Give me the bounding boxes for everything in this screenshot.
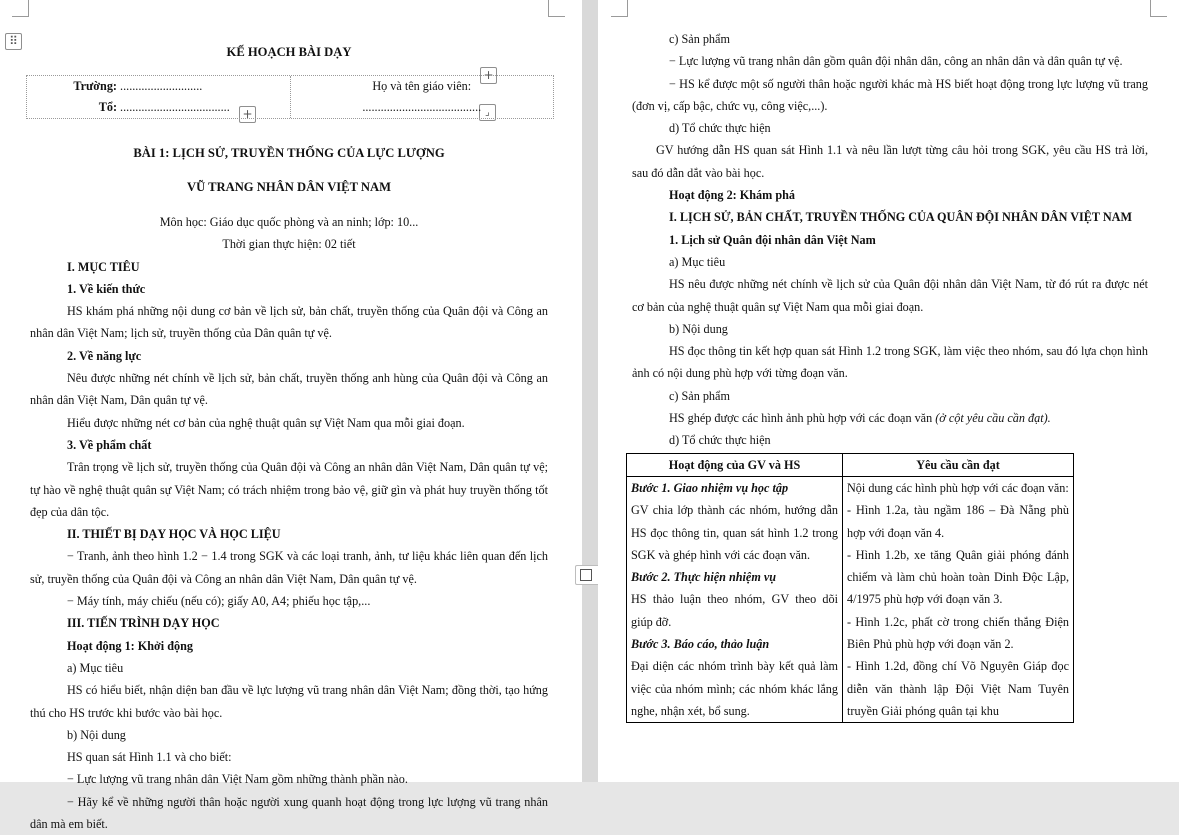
info-cell-teacher[interactable] [290, 76, 554, 118]
table-header-requirements[interactable]: Yêu cầu cần đạt [843, 453, 1074, 476]
paragraph: HS nêu được những nét chính về lịch sử của Quân đội nhân dân Việt Nam, từ đó rút ra được nét cơ bản của nghệ thuật quân sự Việt Nam qua mỗi giai đoạn. [632, 277, 1148, 314]
teacher-value: ....................................... [362, 100, 482, 115]
subsection-heading: 3. Về phẩm chất [67, 437, 152, 452]
item-label: c) Sản phẩm [669, 32, 730, 46]
teacher-label: Họ và tên giáo viên: [372, 79, 472, 94]
paragraph: Trân trọng về lịch sử, truyền thống của Quân đội và Công an nhân dân Việt Nam, Dân quân tự vệ; tự hào về nghệ thuật quân sự Việt Nam; có trách nhiệm trong bảo vệ, giữ gìn và phát huy truyền thống tốt đẹp của dân tộc. [30, 460, 548, 519]
section-heading: II. THIẾT BỊ DẠY HỌC VÀ HỌC LIỆU [67, 527, 281, 542]
crop-mark [1150, 0, 1167, 17]
step-heading: Bước 1. Giao nhiệm vụ học tập [631, 480, 789, 495]
activity-heading: Hoạt động 2: Khám phá [669, 188, 795, 203]
item-label: a) Mục tiêu [669, 254, 726, 269]
paragraph: − Hãy kể về những người thân hoặc người xung quanh hoạt động trong lực lượng vũ trang nhân dân mà em biết. [30, 794, 548, 831]
step-text: HS thảo luận theo nhóm, GV theo dõi giúp đỡ. [631, 592, 838, 629]
product-text: HS ghép được các hình ảnh phù hợp với các đoạn văn [669, 411, 933, 426]
paragraph: − Lực lượng vũ trang nhân dân Việt Nam gồm những thành phần nào. [67, 772, 408, 787]
table-cell-activities[interactable] [627, 476, 843, 722]
item-label: d) Tổ chức thực hiện [669, 121, 771, 136]
page-gap [582, 0, 598, 782]
school-value: ........................... [120, 79, 203, 94]
paragraph: HS có hiểu biết, nhận diện ban đầu về lực lượng vũ trang nhân dân Việt Nam; đồng thời, tạo hứng thú cho HS trước khi bước vào bài học. [30, 683, 548, 720]
requirement-text: Nội dung các hình phù hợp với các đoạn văn: [847, 480, 1069, 495]
section-heading: III. TIẾN TRÌNH DẠY HỌC [67, 616, 220, 631]
item-label: c) Sản phẩm [669, 388, 730, 403]
requirement-text: - Hình 1.2d, đồng chí Võ Nguyên Giáp đọc diễn văn thành lập Đội Việt Nam Tuyên truyền Giải phóng quân tại khu [847, 659, 1069, 718]
step-text: Đại diện các nhóm trình bày kết quả làm việc của nhóm mình; các nhóm khác lắng nghe, nhận xét, bổ sung. [631, 659, 838, 718]
subsection-heading: 1. Về kiến thức [67, 281, 146, 296]
info-cell-school[interactable] [27, 76, 290, 118]
school-label: Trường: [73, 79, 117, 94]
step-heading: Bước 2. Thực hiện nhiệm vụ [631, 570, 777, 585]
doc-title: KẾ HOẠCH BÀI DẠY [226, 44, 352, 59]
paragraph: − Máy tính, máy chiếu (nếu có); giấy A0, A4; phiếu học tập,... [67, 594, 371, 609]
paragraph: GV hướng dẫn HS quan sát Hình 1.1 và nêu lần lượt từng câu hỏi trong SGK, yêu cầu HS trả lời, sau đó dẫn dắt vào bài học. [632, 143, 1148, 180]
step-text: GV chia lớp thành các nhóm, hướng dẫn HS đọc thông tin, quan sát hình 1.2 trong SGK và ghép hình với các đoạn văn. [631, 503, 838, 562]
requirement-text: - Hình 1.2a, tàu ngầm 186 – Đà Nẵng phù hợp với đoạn văn 4. [847, 503, 1069, 540]
time-line: Thời gian thực hiện: 02 tiết [222, 237, 356, 252]
item-label: a) Mục tiêu [67, 660, 124, 675]
paragraph: HS khám phá những nội dung cơ bản về lịch sử, bản chất, truyền thống của Quân đội và Công an nhân dân Việt Nam; lịch sử, truyền thống của Dân quân tự vệ. [30, 304, 548, 341]
item-label: b) Nội dung [67, 727, 126, 742]
layout-options-icon [580, 569, 592, 581]
subsection-heading: 2. Về năng lực [67, 348, 142, 363]
activity-table [626, 453, 1074, 724]
requirement-text: - Hình 1.2c, phất cờ trong chiến thắng Điện Biên Phủ phù hợp với đoạn văn 2. [847, 614, 1069, 652]
step-heading: Bước 3. Báo cáo, thảo luận [631, 637, 770, 652]
item-label: b) Nội dung [669, 321, 728, 336]
info-table [26, 75, 554, 119]
subject-line: Môn học: Giáo dục quốc phòng và an ninh; lớp: 10... [159, 214, 419, 229]
requirement-text: - Hình 1.2b, xe tăng Quân giải phóng đánh chiếm và làm chủ hoàn toàn Dinh Độc Lập, 4/1975 phù hợp với đoạn văn 3. [847, 547, 1069, 607]
product-note: (ở cột yêu cầu cần đạt). [935, 411, 1051, 426]
crop-mark [611, 0, 628, 17]
add-column-button[interactable]: + [480, 67, 497, 84]
paragraph: − Tranh, ảnh theo hình 1.2 − 1.4 trong SGK và các loại tranh, ảnh, tư liệu khác liên quan đến lịch sử, truyền thống của Quân đội và Công an nhân dân Việt Nam, Dân quân tự vệ. [30, 549, 548, 586]
add-row-button[interactable]: + [239, 106, 256, 123]
paragraph: HS quan sát Hình 1.1 và cho biết: [67, 750, 232, 765]
paragraph: HS đọc thông tin kết hợp quan sát Hình 1.2 trong SGK, làm việc theo nhóm, sau đó lựa chọn hình ảnh có nội dung phù hợp với từng đoạn văn. [632, 344, 1148, 381]
paragraph: Nêu được những nét chính về lịch sử, bản chất, truyền thống anh hùng của Quân đội và Công an nhân dân Việt Nam, Dân quân tự vệ. [30, 371, 548, 408]
group-label: Tổ: [98, 100, 117, 115]
group-value: .................................... [120, 100, 230, 115]
crop-mark [548, 0, 565, 17]
section-heading: I. LỊCH SỬ, BẢN CHẤT, TRUYỀN THỐNG CỦA QUÂN ĐỘI NHÂN DÂN VIỆT NAM [669, 210, 1132, 225]
subsection-heading: 1. Lịch sử Quân đội nhân dân Việt Nam [669, 232, 876, 247]
item-label: d) Tổ chức thực hiện [669, 433, 771, 448]
section-heading: I. MỤC TIÊU [67, 259, 140, 274]
table-cell-requirements[interactable] [843, 476, 1074, 722]
document-page-right [598, 0, 1179, 782]
crop-mark [12, 0, 29, 17]
paragraph [632, 407, 1148, 429]
paragraph: Hiểu được những nét cơ bản của nghệ thuật quân sự Việt Nam qua mỗi giai đoạn. [67, 415, 465, 430]
document-page-left [0, 0, 582, 831]
table-header-activity[interactable]: Hoạt động của GV và HS [627, 453, 843, 476]
table-move-handle-icon[interactable]: ⠿ [5, 33, 22, 50]
lesson-title-line-1: BÀI 1: LỊCH SỬ, TRUYỀN THỐNG CỦA LỰC LƯỢNG [133, 145, 445, 160]
table-resize-handle-icon[interactable]: ⌟ [479, 104, 496, 121]
paragraph: − HS kể được một số người thân hoặc người khác mà HS biết hoạt động trong lực lượng vũ trang (đơn vị, cấp bậc, chức vụ, công việc,...). [632, 76, 1148, 113]
paragraph: − Lực lượng vũ trang nhân dân gồm quân đội nhân dân, công an nhân dân và dân quân tự vệ. [669, 54, 1123, 69]
lesson-title-line-2: VŨ TRANG NHÂN DÂN VIỆT NAM [187, 180, 391, 195]
activity-heading: Hoạt động 1: Khởi động [67, 638, 193, 653]
